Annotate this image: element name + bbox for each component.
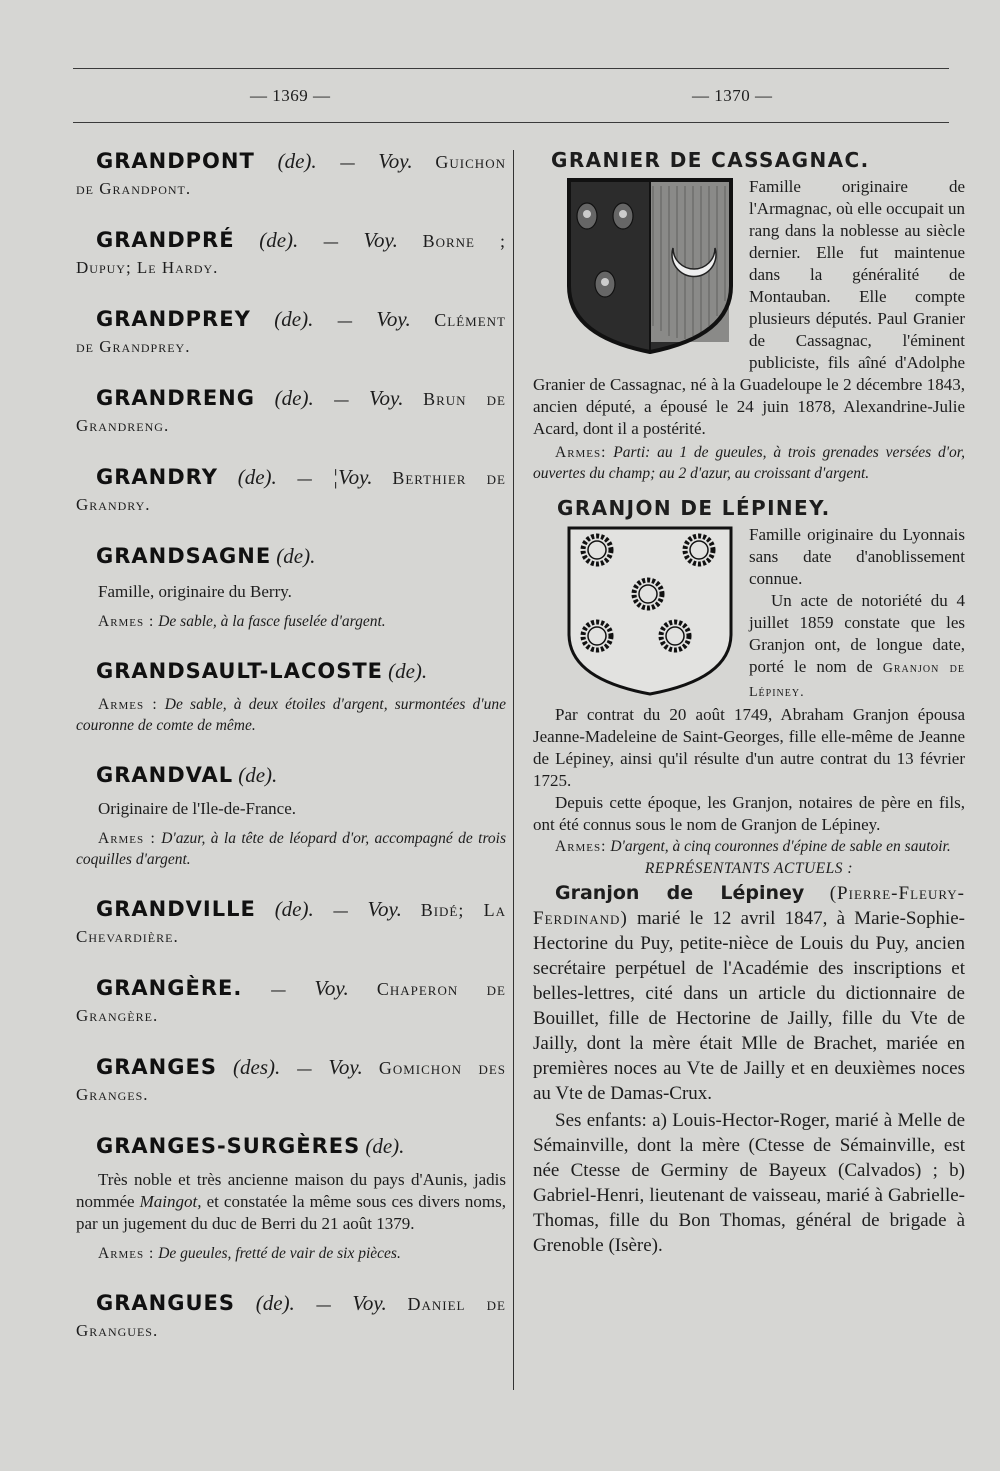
cross-reference: Chevardière. xyxy=(76,927,179,946)
entry-grandprey: GRANDPREY (de). — Voy. Clément de Grandprey. xyxy=(76,307,506,356)
entry-grandreng: GRANDRENG (de). — Voy. Brun de Grandreng. xyxy=(76,386,506,435)
armes-line: Armes : D'azur, à la tête de léopard d'or, accompagné de trois coquilles d'argent. xyxy=(76,830,506,868)
entry-grandry: GRANDRY (de). — ¦Voy. Berthier de Grandry. xyxy=(76,465,506,514)
right-page-number: — 1370 — xyxy=(692,86,773,105)
headword: GRANIER DE CASSAGNAC. xyxy=(551,148,870,172)
entry-text: Famille originaire du Lyonnais sans date d'anoblissement connue. xyxy=(749,525,965,588)
headword: GRANGES xyxy=(96,1055,217,1079)
headword: GRANGUES xyxy=(96,1291,235,1315)
cross-reference: de Grandprey. xyxy=(76,337,191,356)
left-column xyxy=(76,146,506,1342)
left-page-number: — 1369 — xyxy=(250,86,331,105)
entry-grangere: GRANGÈRE. — Voy. Chaperon de Grangère. xyxy=(76,976,506,1025)
section-title: REPRÉSENTANTS ACTUELS : xyxy=(644,860,854,877)
header-rule xyxy=(73,122,949,123)
cross-reference: Granges. xyxy=(76,1085,149,1104)
entry-text: Par contrat du 20 août 1749, Abraham Granjon épousa Jeanne-Madeleine de Saint-Georges, fille elle-même de Jeanne de Lépiney, ainsi qu'il résulte d'un autre contrat du 13 février 1725. xyxy=(533,705,965,790)
column-divider xyxy=(513,150,514,1390)
entry-text: Depuis cette époque, les Granjon, notaires de père en fils, ont été connus sous le nom de Granjon de Lépiney. xyxy=(533,793,965,834)
entry-grandval: GRANDVAL (de). Originaire de l'Ile-de-France. Armes : D'azur, à la tête de léopard d'or, accompagné de trois coquilles d'argent. xyxy=(76,763,506,868)
entry-text: Famille originaire de l'Armagnac, où elle occupait un rang dans la noblesse au siècle dernier. Elle fut maintenue dans la généralité de Montauban. Elle compte plusieurs députés. Paul Granier de Cassagnac, l'éminent publiciste, fils aîné d'Adolphe Granier de Cassagnac, né à la Guadeloupe le 2 décembre 1843, ancien député, a épousé le 24 juin 1878, Alexandrine-Julie Acard, dont il a postérité. xyxy=(533,177,965,438)
right-column xyxy=(533,146,965,1258)
entry-grangues: GRANGUES (de). — Voy. Daniel de Grangues. xyxy=(76,1291,506,1340)
entry-grandville: GRANDVILLE (de). — Voy. Bidé; La Chevardière. xyxy=(76,897,506,946)
entry-text: Un acte de notoriété du 4 juillet 1859 constate que les Granjon ont, de longue date, porté le nom de Granjon de Lépiney. xyxy=(749,591,965,700)
cross-reference: Grandry. xyxy=(76,495,151,514)
headword: GRANDPRÉ xyxy=(96,228,235,252)
headword: GRANDVILLE xyxy=(96,897,256,921)
entry-text: Granjon de Lépiney (Pierre-Fleury-Ferdinand) marié le 12 avril 1847, à Marie-Sophie-Hectorine du Puy, petite-nièce de Louis du Puy, ancien secrétaire perpétuel de l'Académie des inscriptions et belles-lettres, cité dans un article du dictionnaire de Bouillet, fille de Hectorine de Jailly, fille du Vte de Jailly, dont la mère était Mlle de Brachet, mariée en premières noces au Vte de Jailly et en deuxièmes noces au Vte de Damas-Crux. xyxy=(533,882,966,1104)
entry-granier-de-cassagnac xyxy=(533,146,965,484)
cross-reference: de Grandpont. xyxy=(76,179,192,198)
headword: GRANDRY xyxy=(96,465,218,489)
headword: GRANDSAGNE xyxy=(96,544,272,568)
cross-reference: Grangues. xyxy=(76,1321,159,1340)
cross-reference: Grangère. xyxy=(76,1006,159,1025)
entry-text: Famille, originaire du Berry. xyxy=(98,582,292,601)
entry-text: Ses enfants: a) Louis-Hector-Roger, marié à Melle de Sémainville, dont la mère (Ctesse de Sémainville, est née Ctesse de Germiny de Bayeux (Calvados) ; b) Gabriel-Henri, lieutenant de vaisseau, marié à Gabrielle-Thomas, fille du Bon Thomas, général de brigade à Grenoble (Isère). xyxy=(533,1110,965,1256)
headword: GRANGÈRE. xyxy=(96,976,243,1000)
cross-reference: Grandreng. xyxy=(76,416,170,435)
coat-of-arms-cassagnac-icon xyxy=(565,176,735,356)
headword: GRANJON DE LÉPINEY. xyxy=(557,496,831,520)
entry-grandpre: GRANDPRÉ (de). — Voy. Borne ; Dupuy; Le Hardy. xyxy=(76,228,506,277)
armes-line: Armes : De sable, à deux étoiles d'argent, surmontées d'une couronne de comte de même. xyxy=(76,696,506,734)
entry-grandsagne: GRANDSAGNE (de). Famille, originaire du Berry. Armes : De sable, à la fasce fuselée d'argent. xyxy=(76,541,506,632)
armes-line: Armes : De sable, à la fasce fuselée d'argent. xyxy=(98,613,386,630)
armes-line: Armes: D'argent, à cinq couronnes d'épine de sable en sautoir. xyxy=(555,838,951,855)
armes-line: Armes : De gueules, fretté de vair de six pièces. xyxy=(98,1245,401,1262)
entry-granges-surgeres: GRANGES-SURGÈRES (de). Très noble et très ancienne maison du pays d'Aunis, jadis nommée Maingot, et constatée la même sous ces divers noms, par un jugement du duc de Berri du 21 août 1379. Armes : De gueules, fretté de vair de six pièces. xyxy=(76,1134,506,1262)
top-rule xyxy=(73,68,949,69)
headword: GRANDPREY xyxy=(96,307,251,331)
entry-text: Très noble et très ancienne maison du pays d'Aunis, jadis nommée Maingot, et constatée la même sous ces divers noms, par un jugement du duc de Berri du 21 août 1379. xyxy=(76,1170,506,1233)
headword: GRANDSAULT-LACOSTE xyxy=(96,659,384,683)
headword: GRANDVAL xyxy=(96,763,234,787)
entry-text: Originaire de l'Ile-de-France. xyxy=(98,799,296,818)
coat-of-arms-lepiney-icon xyxy=(565,524,735,696)
armes-line: Armes: Parti: au 1 de gueules, à trois grenades versées d'or, ouvertes du champ; au 2 d'azur, au croissant d'argent. xyxy=(533,444,965,482)
headword: GRANGES-SURGÈRES xyxy=(96,1134,361,1158)
headword: GRANDRENG xyxy=(96,386,255,410)
entry-granjon-de-lepiney xyxy=(533,494,965,1258)
entry-grandsault-lacoste: GRANDSAULT-LACOSTE (de). Armes : De sable, à deux étoiles d'argent, surmontées d'une couronne de comte de même. xyxy=(76,659,506,734)
headword: GRANDPONT xyxy=(96,149,255,173)
cross-reference: Dupuy; Le Hardy. xyxy=(76,258,219,277)
entry-granges: GRANGES (des). — Voy. Gomichon des Granges. xyxy=(76,1055,506,1104)
entry-grandpont: GRANDPONT (de). — Voy. Guichon de Grandpont. xyxy=(76,149,506,198)
